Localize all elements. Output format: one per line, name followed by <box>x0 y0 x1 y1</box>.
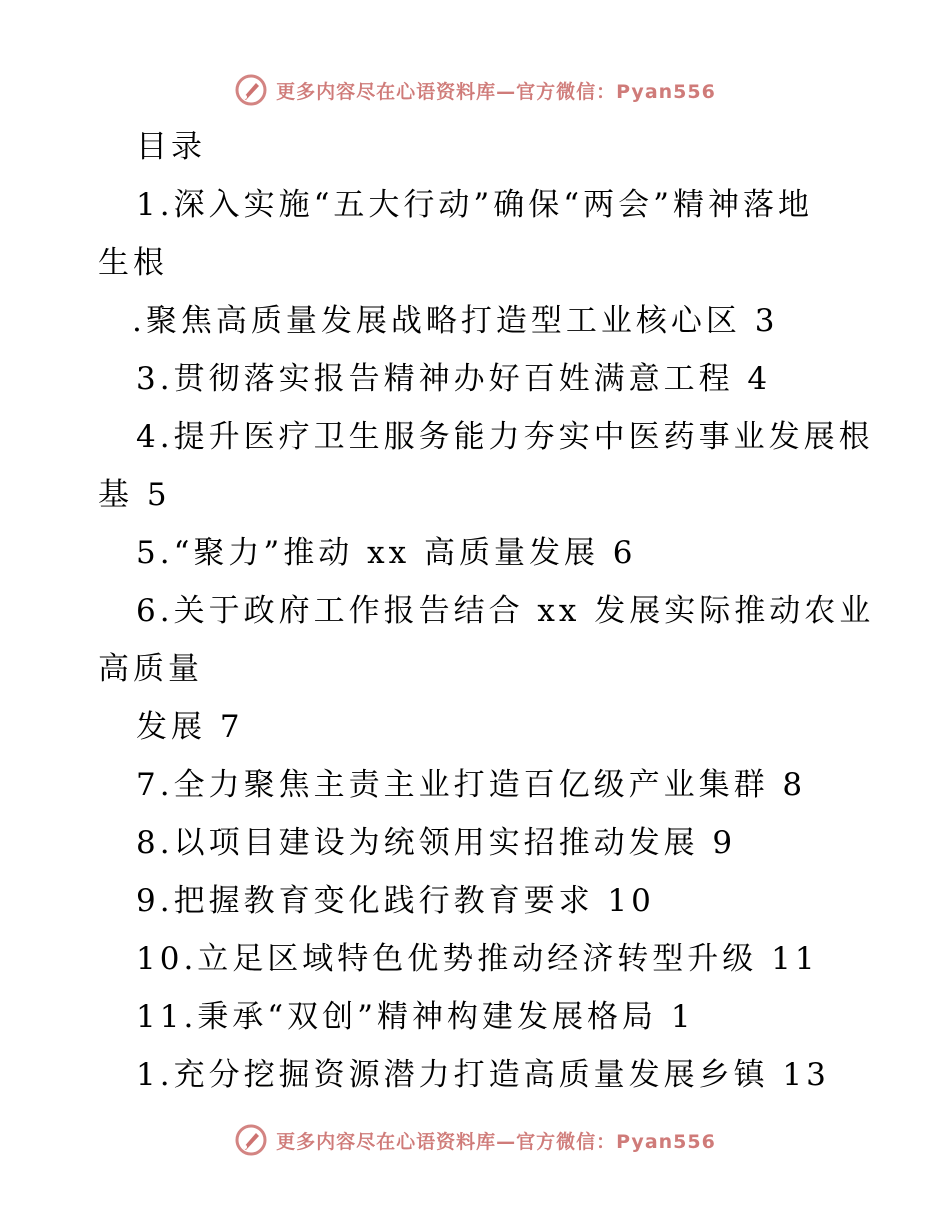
footer-watermark <box>0 1120 950 1160</box>
pen-logo-icon <box>234 73 268 107</box>
toc-entry-continuation: 发展 7 <box>136 709 244 745</box>
toc-entry: 3.贯彻落实报告精神办好百姓满意工程 4 <box>136 361 772 397</box>
toc-entry: 5.“聚力”推动 xx 高质量发展 6 <box>136 535 637 571</box>
toc-entry: 8.以项目建设为统领用实招推动发展 9 <box>136 825 737 861</box>
watermark-text: 更多内容尽在心语资料库—官方微信：Pyan556 <box>276 1130 716 1153</box>
toc-entry-continuation: 高质量 <box>98 651 203 687</box>
toc-entry: 10.立足区域特色优势推动经济转型升级 11 <box>136 941 819 977</box>
toc-entry: 7.全力聚焦主责主业打造百亿级产业集群 8 <box>136 767 807 803</box>
toc-entry: 9.把握教育变化践行教育要求 10 <box>136 883 655 919</box>
toc-entry: 4.提升医疗卫生服务能力夯实中医药事业发展根 <box>136 419 874 455</box>
pen-logo-icon <box>234 1123 268 1157</box>
toc-heading: 目录 <box>136 129 206 165</box>
toc-entry: .聚焦高质量发展战略打造型工业核心区 3 <box>132 303 779 339</box>
toc-entry-continuation: 生根 <box>98 245 168 281</box>
watermark-text: 更多内容尽在心语资料库—官方微信：Pyan556 <box>276 80 716 103</box>
toc-entry: 1.充分挖掘资源潜力打造高质量发展乡镇 13 <box>136 1057 830 1093</box>
toc-entry: 6.关于政府工作报告结合 xx 发展实际推动农业 <box>136 593 875 629</box>
toc-entry-continuation: 基 5 <box>98 477 171 513</box>
toc-entry: 1.深入实施“五大行动”确保“两会”精神落地 <box>136 187 813 223</box>
toc-entry: 11.秉承“双创”精神构建发展格局 1 <box>136 999 695 1035</box>
header-watermark <box>0 70 950 110</box>
